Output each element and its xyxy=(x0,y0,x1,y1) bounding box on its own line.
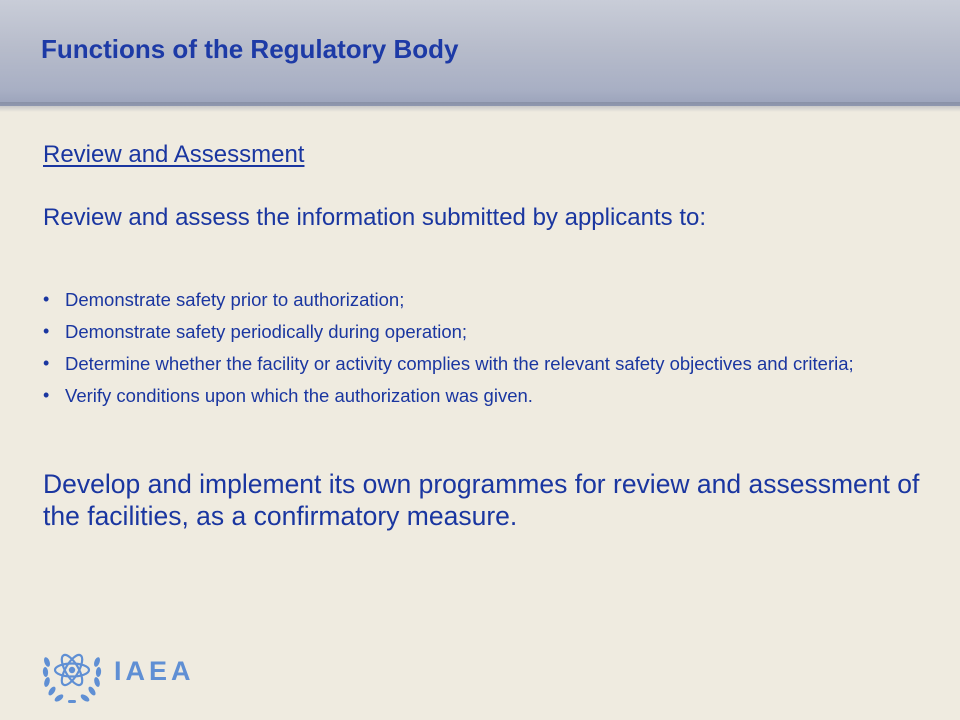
bullet-icon: • xyxy=(43,353,50,373)
section-subheading: Review and Assessment xyxy=(43,141,305,168)
bullet-item xyxy=(43,289,903,310)
bullet-icon: • xyxy=(43,289,50,309)
bullet-list xyxy=(43,289,903,417)
iaea-atom-laurel-icon xyxy=(38,640,106,708)
bullet-text: Determine whether the facility or activity complies with the relevant safety objectives and criteria; xyxy=(65,353,854,374)
header-shadow xyxy=(0,102,960,112)
bullet-icon: • xyxy=(43,385,50,405)
bullet-item xyxy=(43,321,903,342)
bullet-item xyxy=(43,385,903,406)
bullet-text: Verify conditions upon which the authorization was given. xyxy=(65,385,533,406)
bullet-item xyxy=(43,353,903,374)
bullet-icon: • xyxy=(43,321,50,341)
bullet-text: Demonstrate safety periodically during operation; xyxy=(65,321,468,342)
closing-text: Develop and implement its own programmes for review and assessment of the facilities, as a confirmatory measure. xyxy=(43,469,920,531)
intro-text: Review and assess the information submitted by applicants to: xyxy=(43,204,707,231)
slide-title: Functions of the Regulatory Body xyxy=(41,34,459,64)
bullet-text: Demonstrate safety prior to authorization; xyxy=(65,289,405,310)
iaea-logo xyxy=(38,640,218,708)
iaea-logo-text: IAEA xyxy=(114,656,195,686)
